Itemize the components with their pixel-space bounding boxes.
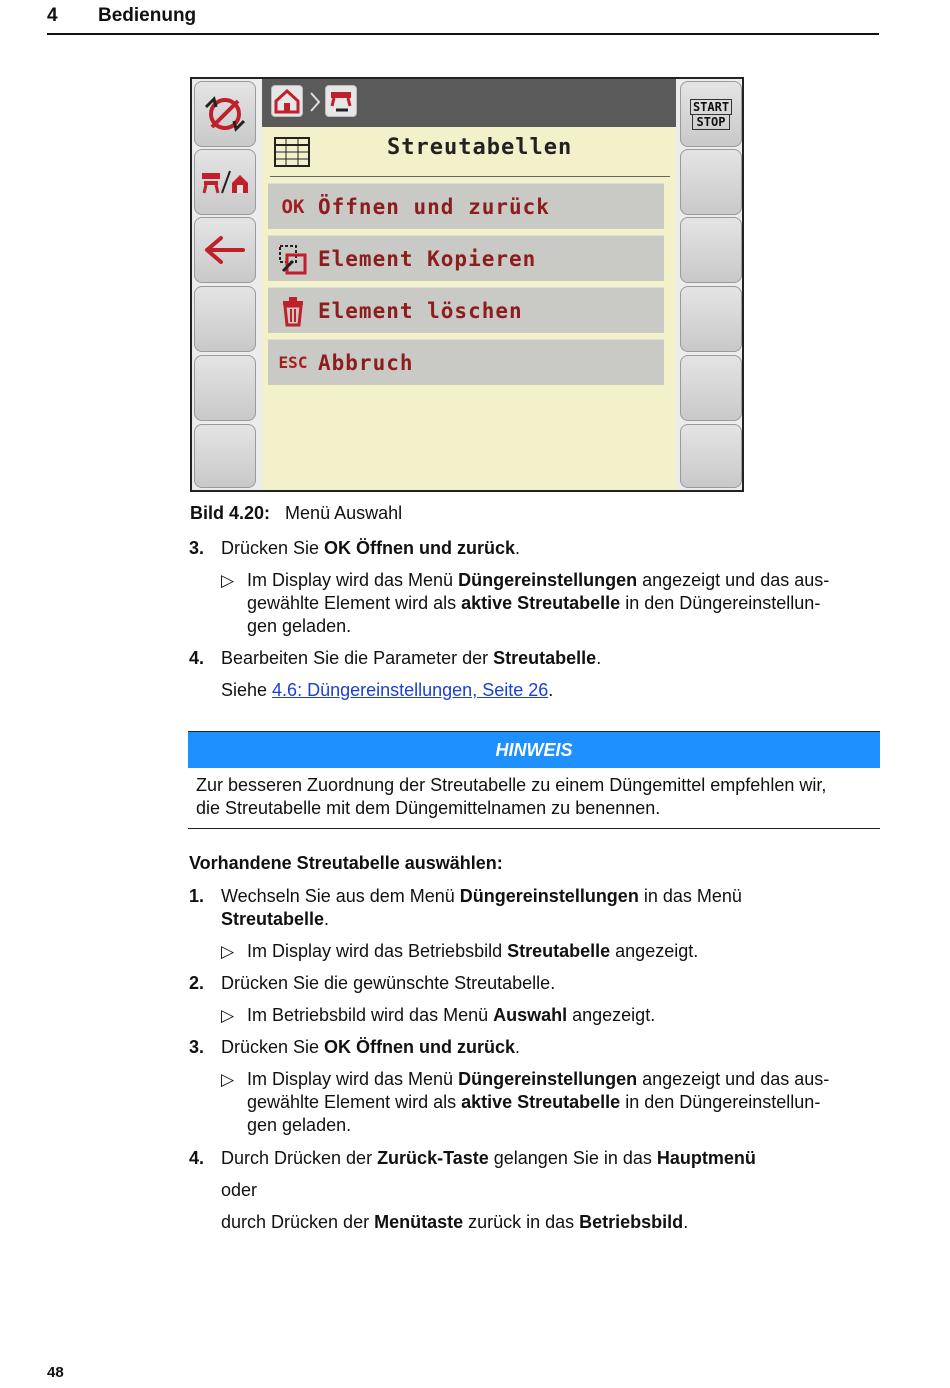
right-softkey-4[interactable] — [680, 286, 742, 352]
back-arrow-icon — [203, 233, 247, 267]
result-triangle-icon: ▷ — [221, 1070, 235, 1089]
step-text: Bearbeiten Sie die Parameter der Streutabelle. — [221, 648, 602, 668]
map-switch-button[interactable] — [194, 81, 256, 147]
step-text: durch Drücken der Menütaste zurück in das Betriebsbild. — [221, 1212, 689, 1232]
right-softkey-3[interactable] — [680, 217, 742, 283]
step-number: 1. — [189, 886, 205, 906]
result-text: Im Display wird das Menü Düngereinstellungen angezeigt und das aus- gewählte Element wird als aktive Streutabelle in den Düngereinstellun- gen geladen. — [247, 1069, 830, 1135]
table-icon — [274, 137, 310, 167]
right-softkey-6[interactable] — [680, 424, 742, 488]
copy-icon — [277, 243, 309, 275]
result-triangle-icon: ▷ — [221, 1006, 235, 1025]
menu-item-cancel[interactable] — [268, 339, 664, 385]
trash-icon — [279, 295, 307, 327]
right-softkey-5[interactable] — [680, 355, 742, 421]
start-label: START — [690, 99, 732, 115]
lcd-title: Streutabellen — [387, 135, 573, 160]
breadcrumb-chevron-icon — [309, 91, 321, 113]
result-triangle-icon: ▷ — [221, 942, 235, 961]
step-number: 2. — [189, 973, 205, 993]
right-softkey-2[interactable] — [680, 149, 742, 215]
result-text: Im Display wird das Menü Düngereinstellungen angezeigt und das aus- gewählte Element wird als aktive Streutabelle in den Düngereinstellun- gen geladen. — [247, 570, 830, 636]
left-softkey-6[interactable] — [194, 424, 256, 488]
result-text: Im Betriebsbild wird das Menü Auswahl angezeigt. — [247, 1005, 656, 1025]
field-home-button[interactable] — [194, 149, 256, 215]
note-text: Zur besseren Zuordnung der Streutabelle zu einem Düngemittel empfehlen wir, die Streutabelle mit dem Düngemittelnamen zu benennen. — [196, 775, 827, 818]
lcd-title-rule — [270, 176, 670, 177]
menu-item-copy-element[interactable] — [268, 235, 664, 281]
stop-label: STOP — [692, 115, 731, 130]
back-button[interactable] — [194, 217, 256, 283]
note-heading: HINWEIS — [188, 731, 880, 768]
figure-label: Bild 4.20: — [190, 503, 271, 523]
left-softkey-5[interactable] — [194, 355, 256, 421]
step-text: Wechseln Sie aus dem Menü Düngereinstellungen in das Menü Streutabelle. — [221, 886, 742, 929]
page-number: 48 — [47, 1364, 64, 1381]
menu-item-label: Öffnen und zurück — [318, 194, 550, 219]
lcd-screen — [262, 79, 676, 490]
section-heading: Vorhandene Streutabelle auswählen: — [189, 853, 503, 873]
step-text: Durch Drücken der Zurück-Taste gelangen Sie in das Hauptmenü — [221, 1148, 756, 1168]
figure-caption-text: Menü Auswahl — [285, 503, 403, 523]
step-number: 4. — [189, 1148, 205, 1168]
figure-caption — [190, 503, 402, 524]
note-rule — [188, 828, 880, 829]
header-rule — [47, 33, 879, 35]
chapter-number: 4 — [47, 5, 58, 26]
menu-item-label: Element Kopieren — [318, 246, 537, 271]
ok-key-icon: OK — [281, 195, 305, 218]
display-figure — [190, 77, 744, 492]
step-text: Drücken Sie die gewünschte Streutabelle. — [221, 973, 556, 993]
menu-item-label: Element löschen — [318, 298, 523, 323]
cross-reference: Siehe 4.6: Düngereinstellungen, Seite 26. — [221, 680, 554, 700]
home-icon[interactable] — [271, 85, 303, 117]
field-home-icon — [198, 165, 252, 199]
lcd-breadcrumb-bar — [262, 79, 676, 127]
esc-key-icon: ESC — [278, 353, 308, 372]
map-switch-icon — [200, 89, 250, 139]
cross-reference-link[interactable]: 4.6: Düngereinstellungen, Seite 26 — [272, 680, 549, 700]
menu-item-label: Abbruch — [318, 350, 414, 375]
start-stop-button[interactable] — [680, 81, 742, 147]
result-text: Im Display wird das Betriebsbild Streutabelle angezeigt. — [247, 941, 699, 961]
step-or: oder — [221, 1180, 258, 1200]
step-text: Drücken Sie OK Öffnen und zurück. — [221, 538, 521, 558]
step-number: 3. — [189, 538, 205, 558]
menu-item-delete-element[interactable] — [268, 287, 664, 333]
spreader-wrench-icon[interactable] — [325, 85, 357, 117]
result-triangle-icon: ▷ — [221, 571, 235, 590]
step-number: 4. — [189, 648, 205, 668]
menu-item-open-return[interactable] — [268, 183, 664, 229]
step-number: 3. — [189, 1037, 205, 1057]
left-softkey-4[interactable] — [194, 286, 256, 352]
step-text: Drücken Sie OK Öffnen und zurück. — [221, 1037, 521, 1057]
chapter-title: Bedienung — [98, 5, 197, 26]
